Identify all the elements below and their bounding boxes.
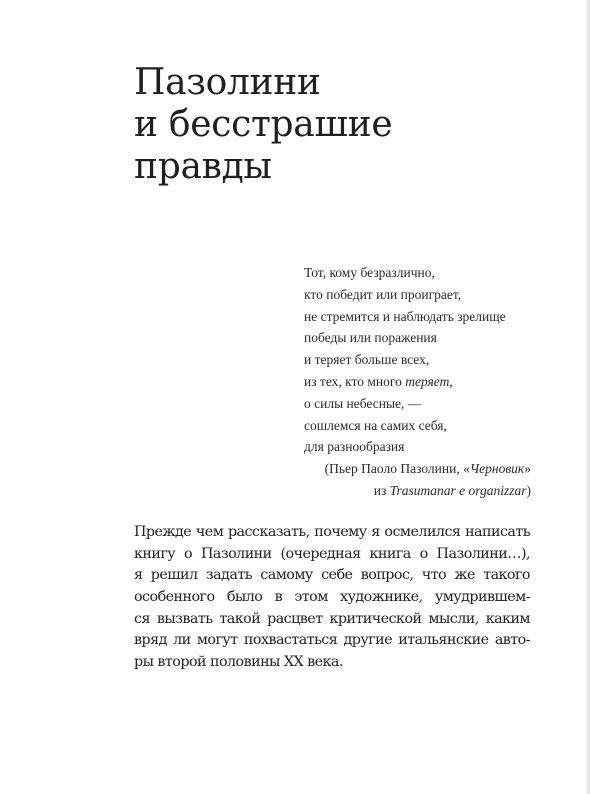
paragraph-line: ся вызвать такой расцвет критической мысли, каким [134, 610, 530, 627]
paragraph-line: вряд ли могут похвастаться другие итальянские авто- [134, 632, 530, 649]
attribution-paren-close: ) [526, 482, 531, 498]
attribution-work: Черновик [469, 461, 525, 476]
chapter-title-line: Пазолини [134, 62, 321, 103]
paragraph-line: ры второй половины XX века. [134, 654, 343, 671]
chapter-title [134, 62, 392, 188]
epigraph-line: и теряет больше всех, [304, 352, 430, 368]
attribution-author: (Пьер Паоло Пазолини, « [324, 461, 470, 476]
page-edge-shadow [586, 0, 590, 794]
epigraph-line: для разнообразия [304, 439, 405, 455]
attribution-collection: Trasumanar e organizzar [389, 482, 527, 498]
epigraph-line: не стремится и наблюдать зрелище [304, 308, 506, 324]
epigraph-emphasis: теряет [405, 373, 450, 389]
epigraph-line: Тот, кому безразлично, [304, 265, 435, 280]
epigraph [304, 262, 532, 458]
attribution-from: из [373, 482, 390, 498]
attribution-line [325, 480, 531, 502]
epigraph-line: о силы небесные, — [304, 395, 422, 411]
attribution-line [325, 458, 531, 480]
paragraph-line: книгу о Пазолини (очередная книга о Пазолини…), [134, 545, 530, 562]
attribution-quote-close: » [524, 461, 531, 476]
epigraph-line: сошлемся на самих себя, [304, 417, 447, 433]
chapter-title-line: правды [134, 146, 272, 187]
epigraph-line-text: из тех, кто много [304, 373, 406, 389]
paragraph-line: особенного было в этом художнике, умудрившем- [134, 589, 530, 606]
epigraph-line [304, 371, 532, 393]
paragraph-line: Прежде чем рассказать, почему я осмелился написать [134, 524, 530, 540]
epigraph-line: победы или поражения [304, 330, 437, 346]
epigraph-line: кто победит или проиграет, [304, 286, 462, 302]
paragraph-line: я решил задать самому себе вопрос, что же такого [134, 567, 530, 584]
epigraph-attribution [325, 458, 531, 502]
chapter-title-line: и бесстрашие [134, 104, 393, 145]
epigraph-line-punct: , [449, 373, 453, 389]
body-paragraph [134, 522, 530, 674]
